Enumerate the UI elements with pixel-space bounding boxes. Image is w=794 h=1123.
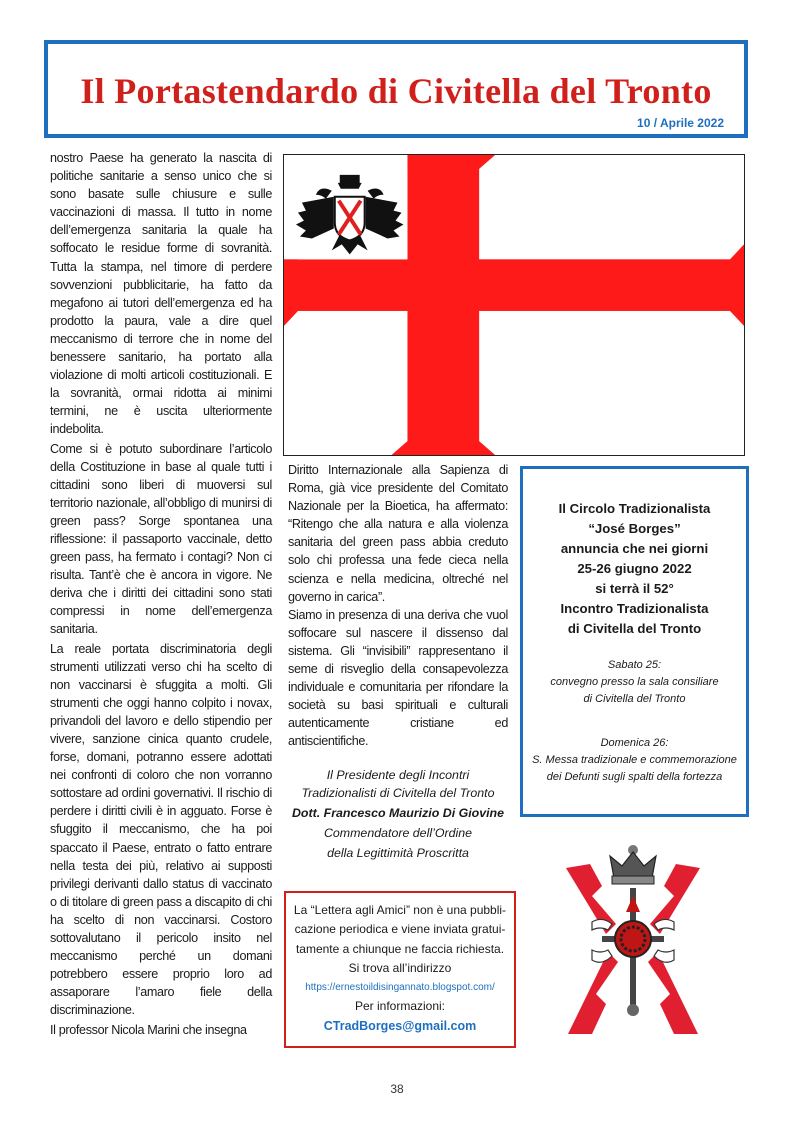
- issue-date: 10 / Aprile 2022: [637, 116, 724, 130]
- article-paragraph: nostro Paese ha generato la nascita di politiche sanitarie a senso unico che si sono basate sulle chiusure e sulle vaccinazioni di massa. Il tutto in nome dell’emergenza sanitaria la quale ha soffocato le residue forme di sovranità. Tutta la stampa, nel timore di perdere sovvenzioni pubblicitarie, ha fatto da megafono ai tutori dell’emergenza ed ha prodotto la paura, vale a dire quel meccanismo di terrore che in nome del benessere sanitario, ha portato alla violazione di molti articoli costituzionali. E la sovranità, ormai ridotta ai minimi termini, ne è uscita ulteriormente indebolita.: [50, 151, 272, 437]
- signature-name: Dott. Francesco Maurizio Di Giovine: [291, 806, 505, 820]
- signature-title: Commendatore dell’Ordine: [323, 826, 473, 840]
- announcement-heading: Il Circolo Tradizionalista “José Borges” annuncia che nei giorni 25-26 giugno 2022 si terrà il 52° Incontro Tradizionalista di Civitella del Tronto: [558, 501, 711, 636]
- signature-title: della Legittimità Proscritta: [327, 846, 469, 860]
- contact-email[interactable]: CTradBorges@gmail.com: [323, 1018, 477, 1033]
- article-paragraph: Come si è potuto subordinare l’articolo della Costituzione in base al quale tutti i cittadini sono liberi di muoversi sul territorio nazionale, all’obbligo di munirsi di green pass? Sorge spontanea una riflessione: il passaporto vaccinale, detto green pass, ha fermato i contagi? Non ci risulta. Tant’è che è ancora in vigore. Ne deriva che i diritti dei cittadini sono stati compressi in nome dell’emergenza sanitaria.: [50, 441, 272, 637]
- letter-info-box: La “Lettera agli Amici” non è una pubbli- cazione periodica e viene inviata gratui- tamente a chiunque ne faccia richiesta. Si trova all’indirizzo https://ernestoildisingannato.blogspot.com/ Per informazioni: CTradBorges@gmail.com: [284, 891, 516, 1048]
- blog-link[interactable]: https://ernestoildisingannato.blogspot.com/: [305, 982, 495, 994]
- crowned-cross-emblem-icon: [562, 838, 704, 1038]
- masthead: [44, 40, 748, 138]
- article-middle-column: [288, 461, 508, 751]
- page-number: 38: [390, 1082, 404, 1096]
- red-cross-flag-icon: [284, 155, 744, 455]
- announcement-day1: Sabato 25: convegno presso la sala consiliare di Civitella del Tronto: [550, 659, 719, 705]
- flag-image: [283, 154, 745, 456]
- announcement-box: [520, 466, 749, 817]
- article-paragraph: La reale portata discriminatoria degli strumenti utilizzati verso chi ha scelto di non vaccinarsi è sfuggita a molti. Gli strumenti che oggi hanno colpito i novax, privandoli del lavoro e dello stipendio per vivere, sanzione cinica quanto crudele, forse, domani, potranno essere adottati nei confronti di coloro che non vorranno sottostare ad ordini governativi. Il rischio di perdere i diritti civili è in agguato. Forse è sfuggito il meccanismo, che ha poi spaccato il Paese, entrato o fatto entrare nella testa dei più, relativo ai supposti privilegi derivanti dallo status di vaccinato o di titolare di green pass a discapito di chi ha scelto di non vaccinarsi. Costoro sottovalutano il pericolo insito nel meccanismo perché un domani potrebbero essere proprio loro ad assaporare l’amaro fiele della discriminazione.: [50, 641, 272, 1018]
- article-paragraph: Diritto Internazionale alla Sapienza di Roma, già vice presidente del Comitato Nazionale per la Bioetica, ha affermato: “Ritengo che alla natura e alla violenza sanitaria del green pass abbia creduto solo chi professa una fede cieca nella scienza e nella medicina, oltreché nel governo in carica”.: [288, 463, 508, 604]
- signature-role: Il Presidente degli Incontri: [326, 768, 470, 782]
- signature-role: Tradizionalisti di Civitella del Tronto: [301, 786, 495, 800]
- newsletter-title: Il Portastendardo di Civitella del Tronto: [80, 71, 712, 111]
- info-label: Per informazioni:: [354, 999, 446, 1014]
- article-paragraph: Il professor Nicola Marini che insegna: [50, 1022, 247, 1037]
- article-left-column: [50, 149, 272, 1039]
- announcement-day2: Domenica 26: S. Messa tradizionale e commemorazione dei Defunti sugli spalti della fortezza: [532, 737, 737, 783]
- article-paragraph: Siamo in presenza di una deriva che vuol soffocare sul nascere il dissenso dal sistema. Gli “invisibili” rappresentano il seme di risveglio della consapevolezza individuale e comunitaria per rifondare la società su basi spirituali e culturali autenticamente cristiane ed antiscientifiche.: [288, 607, 508, 749]
- signature-block: [282, 766, 514, 862]
